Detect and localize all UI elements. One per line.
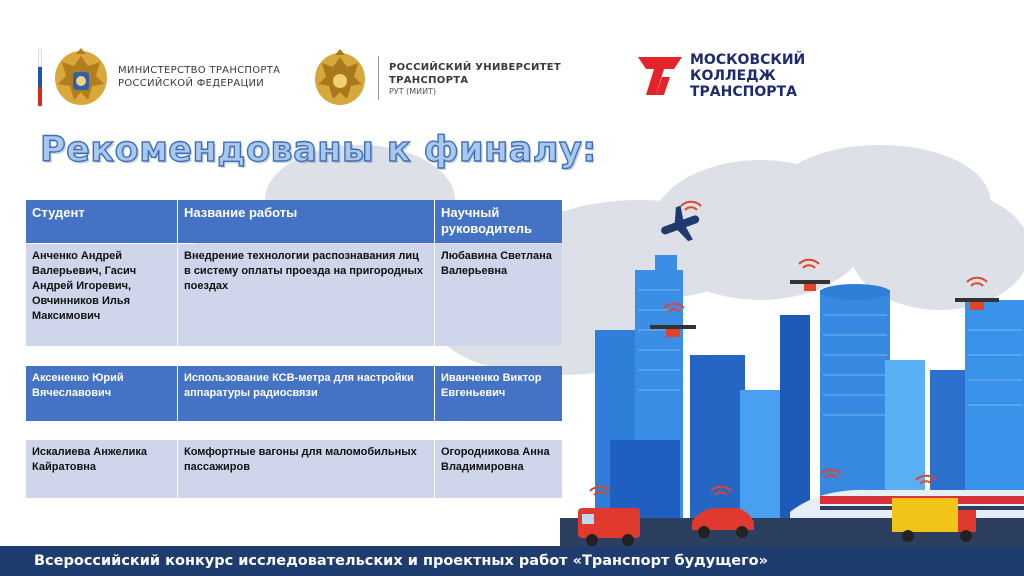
table-row xyxy=(26,244,562,346)
column-header-supervisor: Научный руководитель xyxy=(435,200,562,243)
russian-flag-stripe xyxy=(38,48,42,106)
table-header xyxy=(26,200,562,243)
column-header-work: Название работы xyxy=(178,200,435,243)
college-name-line1: МОСКОВСКИЙ xyxy=(690,52,806,68)
cell-student: Анченко Андрей Валерьевич, Гасич Андрей Игоревич, Овчинников Илья Максимович xyxy=(26,244,178,346)
university-abbr: РУТ (МИИТ) xyxy=(389,86,437,96)
cell-student: Искалиева Анжелика Кайратовна xyxy=(26,440,178,498)
double-eagle-emblem-icon xyxy=(52,46,110,108)
college-name-line3: ТРАНСПОРТА xyxy=(690,84,797,100)
footer-banner: Всероссийский конкурс исследовательских и проектных работ «Транспорт будущего» xyxy=(0,546,1024,576)
table-row xyxy=(26,366,562,421)
logo-divider xyxy=(378,56,379,100)
university-name-line1: РОССИЙСКИЙ УНИВЕРСИТЕТ xyxy=(389,61,561,73)
cell-supervisor: Иванченко Виктор Евгеньевич xyxy=(435,366,562,421)
ministry-name-line2: РОССИЙСКОЙ ФЕДЕРАЦИИ xyxy=(118,78,265,89)
cell-work: Использование КСВ-метра для настройки аппаратуры радиосвязи xyxy=(178,366,435,421)
cell-student: Аксененко Юрий Вячеславович xyxy=(26,366,178,421)
college-brand-mark-icon xyxy=(636,55,684,97)
cell-supervisor: Огородникова Анна Владимировна xyxy=(435,440,562,498)
university-emblem-icon xyxy=(312,48,368,108)
cell-supervisor: Любавина Светлана Валерьевна xyxy=(435,244,562,346)
table-row xyxy=(26,440,562,498)
page-title: Рекомендованы к финалу: xyxy=(40,130,597,170)
column-header-student: Студент xyxy=(26,200,178,243)
university-name-line2: ТРАНСПОРТА xyxy=(389,74,469,86)
cell-work: Комфортные вагоны для маломобильных пассажиров xyxy=(178,440,435,498)
college-logo xyxy=(636,52,805,100)
ministry-name-line1: МИНИСТЕРСТВО ТРАНСПОРТА xyxy=(118,65,281,76)
ministry-logo xyxy=(52,46,280,108)
cell-work: Внедрение технологии распознавания лиц в систему оплаты проезда на пригородных поездах xyxy=(178,244,435,346)
college-name-line2: КОЛЛЕДЖ xyxy=(690,68,776,84)
university-logo xyxy=(312,48,561,108)
